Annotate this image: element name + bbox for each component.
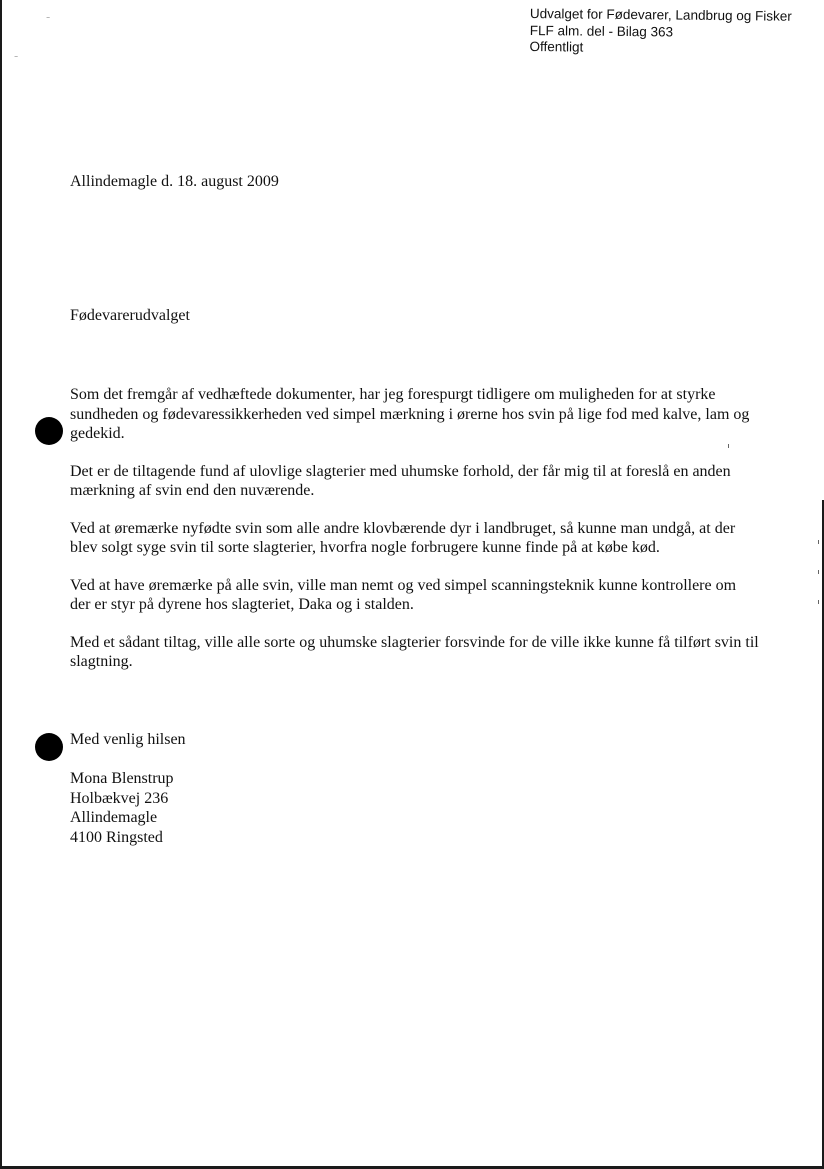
letter-date-line: Allindemagle d. 18. august 2009 [70,173,279,190]
letter-recipient: Fødevarerudvalget [70,307,190,324]
scan-speck [818,570,819,574]
punch-hole-mark [35,417,63,445]
scan-speck [818,540,819,544]
scan-edge-left [0,0,2,1169]
letter-body [70,385,760,690]
scan-speck-mark: ⁻ [14,53,19,62]
letter-paragraph: Det er de tiltagende fund af ulovlige slagterier med uhumske forhold, der får mig til at foreslå en anden mærkning af svin end den nuværende. [70,462,731,499]
sender-street: Holbækvej 236 [70,789,169,807]
letter-paragraph: Ved at have øremærke på alle svin, ville man nemt og ved simpel scanningsteknik kunne kontrollere om der er styr på dyrene hos slagteriet, Daka og i stalden. [70,576,737,613]
scan-speck [818,600,819,604]
sender-address-block [70,769,174,847]
stamp-committee-line: Udvalget for Fødevarer, Landbrug og Fisker [529,6,792,24]
letter-paragraph: Ved at øremærke nyfødte svin som alle andre klovbærende dyr i landbruget, så kunne man undgå, at der blev solgt syge svin til sorte slagterier, hvorfra nogle forbrugere kunne finde på at købe kød. [70,519,736,556]
stamp-appendix-line: FLF alm. del - Bilag 363 [529,22,674,39]
scan-speck-mark: ⁻ [46,14,51,23]
stamp-public-line: Offentligt [529,38,584,55]
sender-name: Mona Blenstrup [70,770,174,787]
document-reference-stamp [529,6,791,58]
letter-paragraph: Som det fremgår af vedhæftede dokumenter, har jeg forespurgt tidligere om muligheden for at styrke sundheden og fødevaressikkerheden ved simpel mærkning i ørerne hos svin på lige fod med kalve, lam og gedekid. [70,386,750,442]
letter-paragraph: Med et sådant tiltag, ville alle sorte og uhumske slagterier forsvinde for de ville ikke kunne få tilført svin til slagtning. [70,633,759,670]
sender-town: Allindemagle [70,809,158,826]
punch-hole-mark [35,733,63,761]
sender-postal-code: 4100 Ringsted [70,828,163,846]
letter-closing: Med venlig hilsen [70,731,186,748]
